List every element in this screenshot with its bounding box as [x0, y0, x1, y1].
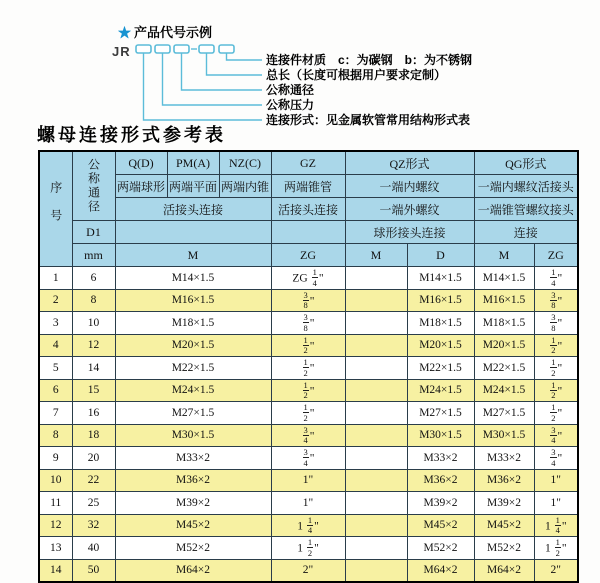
header-unit-m: M [115, 244, 271, 267]
m-thread-cell: M33×2 [115, 447, 271, 470]
qz-d-cell: M16×1.5 [407, 289, 474, 312]
qg-m-cell: M24×1.5 [474, 379, 534, 402]
star-icon: ★ [118, 25, 132, 40]
callout-line-pressure [163, 53, 263, 105]
seq-cell: 1 [39, 267, 72, 290]
header-unit-zg: ZG [271, 244, 345, 267]
header-unit-qg-zg: ZG [534, 244, 578, 267]
qz-d-cell: M27×1.5 [407, 402, 474, 425]
qg-zg-cell: 1" [534, 469, 578, 492]
table-title: 螺母连接形式参考表 [37, 125, 226, 145]
header-col-qg: QG形式 [474, 151, 578, 175]
seq-cell: 10 [39, 469, 72, 492]
qz-d-cell: M24×1.5 [407, 379, 474, 402]
dn-cell: 50 [72, 559, 115, 582]
code-box-5 [219, 45, 234, 53]
table-row [39, 267, 578, 290]
dn-cell: 6 [72, 267, 115, 290]
qg-m-cell: M33×2 [474, 447, 534, 470]
callout-line-diameter [182, 53, 263, 90]
qg-m-cell: M36×2 [474, 469, 534, 492]
header-qz-desc1: 一端内螺纹 [345, 175, 474, 198]
header-qg-desc3: 连接 [474, 221, 578, 244]
dn-cell: 16 [72, 402, 115, 425]
qz-m-cell [345, 402, 407, 425]
qg-m-cell: M30×1.5 [474, 424, 534, 447]
dn-cell: 8 [72, 289, 115, 312]
qg-m-cell: M16×1.5 [474, 289, 534, 312]
dn-cell: 25 [72, 492, 115, 515]
gz-zg-cell: $\frac{3}{4}$ " [271, 447, 345, 470]
header-gz-union: 活接头连接 [271, 198, 345, 221]
qg-zg-cell: $\frac{3}{4}$ " [534, 447, 578, 470]
seq-cell: 4 [39, 334, 72, 357]
qg-zg-cell: $\frac{3}{4}$ " [534, 424, 578, 447]
gz-zg-cell: 1" [271, 492, 345, 515]
header-col-nz: NZ(C) [219, 151, 271, 175]
qg-zg-cell: 1 $\frac{1}{2}$ " [534, 537, 578, 560]
m-thread-cell: M22×1.5 [115, 357, 271, 380]
qg-m-cell: M45×2 [474, 514, 534, 537]
seq-cell: 11 [39, 492, 72, 515]
header-col-gz: GZ [271, 151, 345, 175]
seq-cell: 7 [39, 402, 72, 425]
qg-m-cell: M39×2 [474, 492, 534, 515]
gz-zg-cell: $\frac{3}{4}$ " [271, 424, 345, 447]
qg-m-cell: M20×1.5 [474, 334, 534, 357]
qg-zg-cell: 2" [534, 559, 578, 582]
qz-d-cell: M33×2 [407, 447, 474, 470]
gz-zg-cell: 1 $\frac{1}{4}$ " [271, 514, 345, 537]
m-thread-cell: M30×1.5 [115, 424, 271, 447]
qz-d-cell: M45×2 [407, 514, 474, 537]
qz-m-cell [345, 357, 407, 380]
seq-cell: 12 [39, 514, 72, 537]
gz-zg-cell: ZG $\frac{1}{4}$ " [271, 267, 345, 290]
qg-zg-cell: $\frac{1}{2}$ " [534, 379, 578, 402]
table-row [39, 447, 578, 470]
header-seq: 序号 [39, 151, 72, 267]
code-box-4 [199, 45, 214, 53]
dn-cell: 18 [72, 424, 115, 447]
qz-m-cell [345, 537, 407, 560]
qz-d-cell: M36×2 [407, 469, 474, 492]
qz-d-cell: M18×1.5 [407, 312, 474, 335]
m-thread-cell: M39×2 [115, 492, 271, 515]
header-union-desc: 活接头连接 [115, 198, 271, 221]
qz-d-cell: M30×1.5 [407, 424, 474, 447]
qg-zg-cell: $\frac{3}{8}$ " [534, 289, 578, 312]
qz-d-cell: M22×1.5 [407, 357, 474, 380]
seq-cell: 8 [39, 424, 72, 447]
qz-d-cell: M39×2 [407, 492, 474, 515]
header-nominal-diameter: 公称通径 [72, 151, 115, 221]
table-row [39, 469, 578, 492]
seq-cell: 13 [39, 537, 72, 560]
table-row [39, 492, 578, 515]
qz-m-cell [345, 447, 407, 470]
m-thread-cell: M24×1.5 [115, 379, 271, 402]
header-d1-empty-left [115, 221, 271, 244]
header-qg-desc2: 一端锥管螺纹接头 [474, 198, 578, 221]
dn-cell: 15 [72, 379, 115, 402]
table-row [39, 357, 578, 380]
m-thread-cell: M52×2 [115, 537, 271, 560]
table-row [39, 312, 578, 335]
table-header [39, 151, 578, 267]
qz-m-cell [345, 492, 407, 515]
callout-line-length [207, 53, 263, 75]
qz-m-cell [345, 559, 407, 582]
header-unit-mm: mm [72, 244, 115, 267]
code-box-2 [155, 45, 170, 53]
m-thread-cell: M64×2 [115, 559, 271, 582]
qz-m-cell [345, 267, 407, 290]
qz-d-cell: M20×1.5 [407, 334, 474, 357]
table-row [39, 424, 578, 447]
seq-cell: 3 [39, 312, 72, 335]
qg-m-cell: M14×1.5 [474, 267, 534, 290]
m-thread-cell: M16×1.5 [115, 289, 271, 312]
header-col-pm: PM(A) [167, 151, 219, 175]
m-thread-cell: M18×1.5 [115, 312, 271, 335]
qz-m-cell [345, 424, 407, 447]
m-thread-cell: M45×2 [115, 514, 271, 537]
seq-cell: 14 [39, 559, 72, 582]
callout-line-connection [144, 53, 263, 120]
dn-cell: 12 [72, 334, 115, 357]
dn-cell: 14 [72, 357, 115, 380]
diagram-heading-text: 产品代号示例 [134, 25, 213, 40]
header-unit-qz-d: D [407, 244, 474, 267]
code-box-1 [136, 45, 151, 53]
callout-label-pressure: 公称压力 [266, 98, 315, 112]
table-row [39, 402, 578, 425]
dn-cell: 10 [72, 312, 115, 335]
header-q-desc: 两端球形 [115, 175, 167, 198]
qz-d-cell: M14×1.5 [407, 267, 474, 290]
gz-zg-cell: $\frac{1}{2}$ " [271, 379, 345, 402]
gz-zg-cell: $\frac{1}{2}$ " [271, 357, 345, 380]
qg-m-cell: M64×2 [474, 559, 534, 582]
table-body [39, 267, 578, 583]
qz-m-cell [345, 312, 407, 335]
header-d1-empty-gz [271, 221, 345, 244]
gz-zg-cell: $\frac{3}{8}$ " [271, 312, 345, 335]
gz-zg-cell: 2" [271, 559, 345, 582]
m-thread-cell: M27×1.5 [115, 402, 271, 425]
header-col-qz: QZ形式 [345, 151, 474, 175]
dn-cell: 40 [72, 537, 115, 560]
code-box-3 [174, 45, 189, 53]
m-thread-cell: M14×1.5 [115, 267, 271, 290]
qz-m-cell [345, 514, 407, 537]
nut-connection-reference-table [38, 150, 579, 583]
header-col-q: Q(D) [115, 151, 167, 175]
header-qz-desc2: 一端外螺纹 [345, 198, 474, 221]
qg-m-cell: M52×2 [474, 537, 534, 560]
header-unit-qz-m: M [345, 244, 407, 267]
callout-label-material: 连接件材质 c：为碳钢 b：为不锈钢 [266, 53, 473, 67]
header-d1: D1 [72, 221, 115, 244]
seq-cell: 6 [39, 379, 72, 402]
table-row [39, 334, 578, 357]
qg-zg-cell: 1 $\frac{1}{4}$ " [534, 514, 578, 537]
callout-label-length: 总长（长度可根据用户要求定制） [266, 68, 447, 82]
callout-label-connection: 连接形式：见金属软管常用结构形式表 [266, 113, 471, 127]
qg-m-cell: M18×1.5 [474, 312, 534, 335]
callout-label-diameter: 公称通径 [266, 83, 315, 97]
product-code-prefix: JR [112, 44, 131, 59]
seq-cell: 9 [39, 447, 72, 470]
dn-cell: 20 [72, 447, 115, 470]
dn-cell: 32 [72, 514, 115, 537]
m-thread-cell: M20×1.5 [115, 334, 271, 357]
m-thread-cell: M36×2 [115, 469, 271, 492]
header-pm-desc: 两端平面 [167, 175, 219, 198]
header-qz-desc3: 球形接头连接 [345, 221, 474, 244]
qz-m-cell [345, 334, 407, 357]
dn-cell: 22 [72, 469, 115, 492]
gz-zg-cell: $\frac{3}{8}$ " [271, 289, 345, 312]
header-qg-desc1: 一端内螺纹活接头 [474, 175, 578, 198]
table-row [39, 537, 578, 560]
qg-zg-cell: $\frac{3}{8}$ " [534, 312, 578, 335]
qg-zg-cell: $\frac{1}{2}$ " [534, 402, 578, 425]
gz-zg-cell: 1" [271, 469, 345, 492]
qg-m-cell: M22×1.5 [474, 357, 534, 380]
callout-line-material [227, 53, 263, 60]
header-unit-qg-m: M [474, 244, 534, 267]
table-row [39, 379, 578, 402]
qg-zg-cell: $\frac{1}{4}$ " [534, 267, 578, 290]
qz-d-cell: M64×2 [407, 559, 474, 582]
qz-m-cell [345, 379, 407, 402]
gz-zg-cell: $\frac{1}{2}$ " [271, 334, 345, 357]
qg-m-cell: M27×1.5 [474, 402, 534, 425]
qz-d-cell: M52×2 [407, 537, 474, 560]
header-gz-desc: 两端锥管 [271, 175, 345, 198]
seq-cell: 2 [39, 289, 72, 312]
gz-zg-cell: 1 $\frac{1}{2}$ " [271, 537, 345, 560]
qg-zg-cell: 1" [534, 492, 578, 515]
table-row [39, 289, 578, 312]
diagram-heading [118, 25, 212, 40]
table-row [39, 559, 578, 582]
seq-cell: 5 [39, 357, 72, 380]
gz-zg-cell: $\frac{1}{2}$ " [271, 402, 345, 425]
header-nz-desc: 两端内锥 [219, 175, 271, 198]
table-row [39, 514, 578, 537]
qg-zg-cell: $\frac{1}{2}$ " [534, 357, 578, 380]
qz-m-cell [345, 289, 407, 312]
qg-zg-cell: $\frac{1}{2}$ " [534, 334, 578, 357]
qz-m-cell [345, 469, 407, 492]
